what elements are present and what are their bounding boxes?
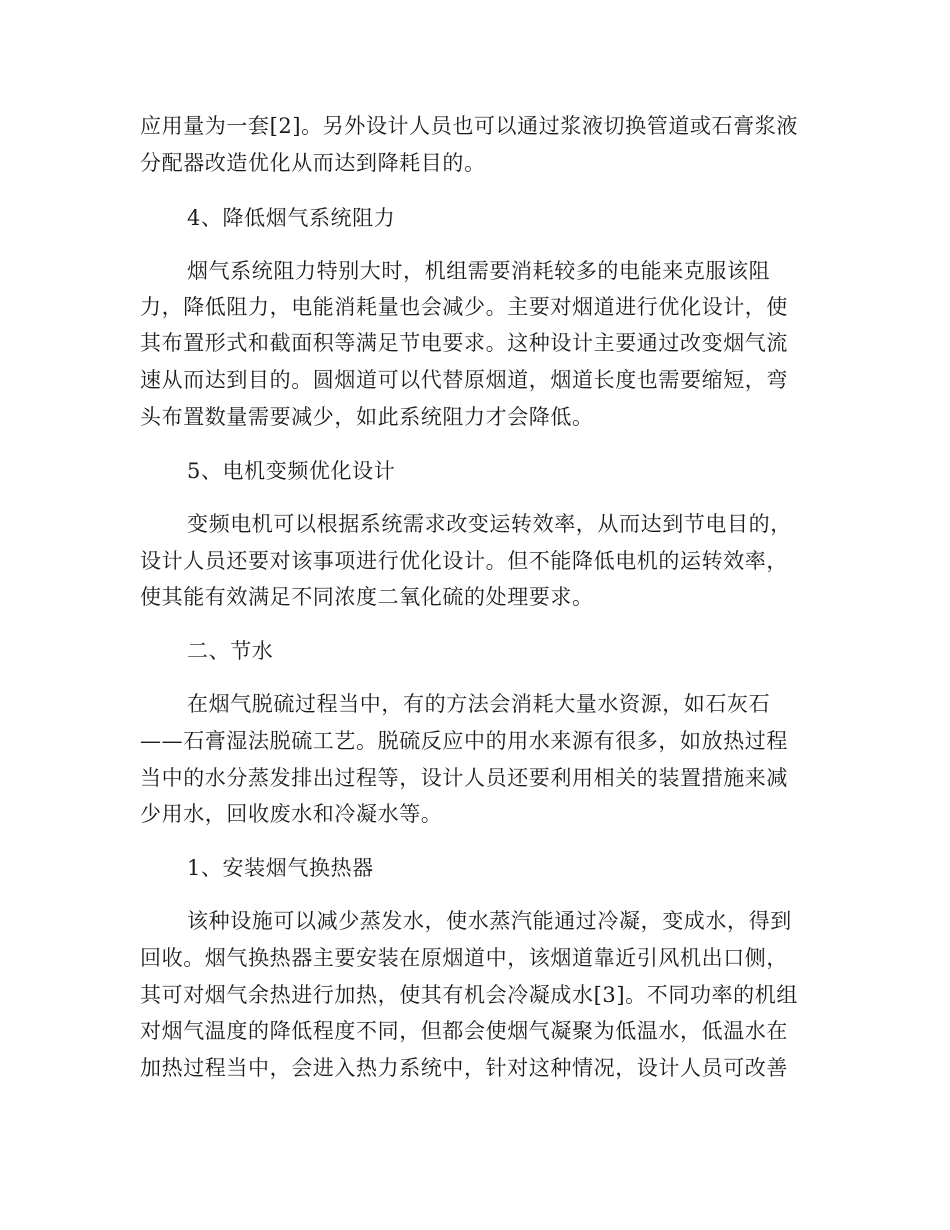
text-line: 加热过程当中，会进入热力系统中，针对这种情况，设计人员可改善 [140, 1056, 788, 1080]
text-line: 该种设施可以减少蒸发水，使水蒸汽能通过冷凝，变成水，得到 [187, 909, 792, 933]
section-heading: 1、安装烟气换热器 [187, 856, 374, 880]
text-line: 变频电机可以根据系统需求改变运转效率，从而达到节电目的， [187, 512, 792, 536]
text-line: 烟气系统阻力特别大时，机组需要消耗较多的电能来克服该阻 [187, 259, 771, 283]
section-heading: 二、节水 [187, 639, 274, 663]
section-heading: 4、降低烟气系统阻力 [187, 206, 396, 230]
text-line: 其可对烟气余热进行加热，使其有机会冷凝成水[3]。不同功率的机组 [140, 983, 798, 1007]
text-line: 少用水，回收废水和冷凝水等。 [140, 802, 443, 826]
text-line: 速从而达到目的。圆烟道可以代替原烟道，烟道长度也需要缩短，弯 [140, 368, 788, 392]
section-heading: 5、电机变频优化设计 [187, 459, 396, 483]
text-line: 分配器改造优化从而达到降耗目的。 [140, 151, 486, 175]
text-line: 在烟气脱硫过程当中，有的方法会消耗大量水资源，如石灰石 [187, 692, 771, 716]
text-line: 回收。烟气换热器主要安装在原烟道中，该烟道靠近引风机出口侧， [140, 946, 788, 970]
text-line: 其布置形式和截面积等满足节电要求。这种设计主要通过改变烟气流 [140, 331, 788, 355]
text-line: 使其能有效满足不同浓度二氧化硫的处理要求。 [140, 585, 594, 609]
text-line: 设计人员还要对该事项进行优化设计。但不能降低电机的运转效率， [140, 549, 788, 573]
text-line: ——石膏湿法脱硫工艺。脱硫反应中的用水来源有很多，如放热过程 [140, 729, 788, 753]
text-line: 头布置数量需要减少，如此系统阻力才会降低。 [140, 405, 594, 429]
text-line: 当中的水分蒸发排出过程等，设计人员还要利用相关的装置措施来减 [140, 766, 788, 790]
text-line: 对烟气温度的降低程度不同，但都会使烟气凝聚为低温水，低温水在 [140, 1019, 788, 1043]
text-line: 应用量为一套[2]。另外设计人员也可以通过浆液切换管道或石膏浆液 [140, 114, 798, 138]
text-line: 力，降低阻力，电能消耗量也会减少。主要对烟道进行优化设计，使 [140, 295, 788, 319]
